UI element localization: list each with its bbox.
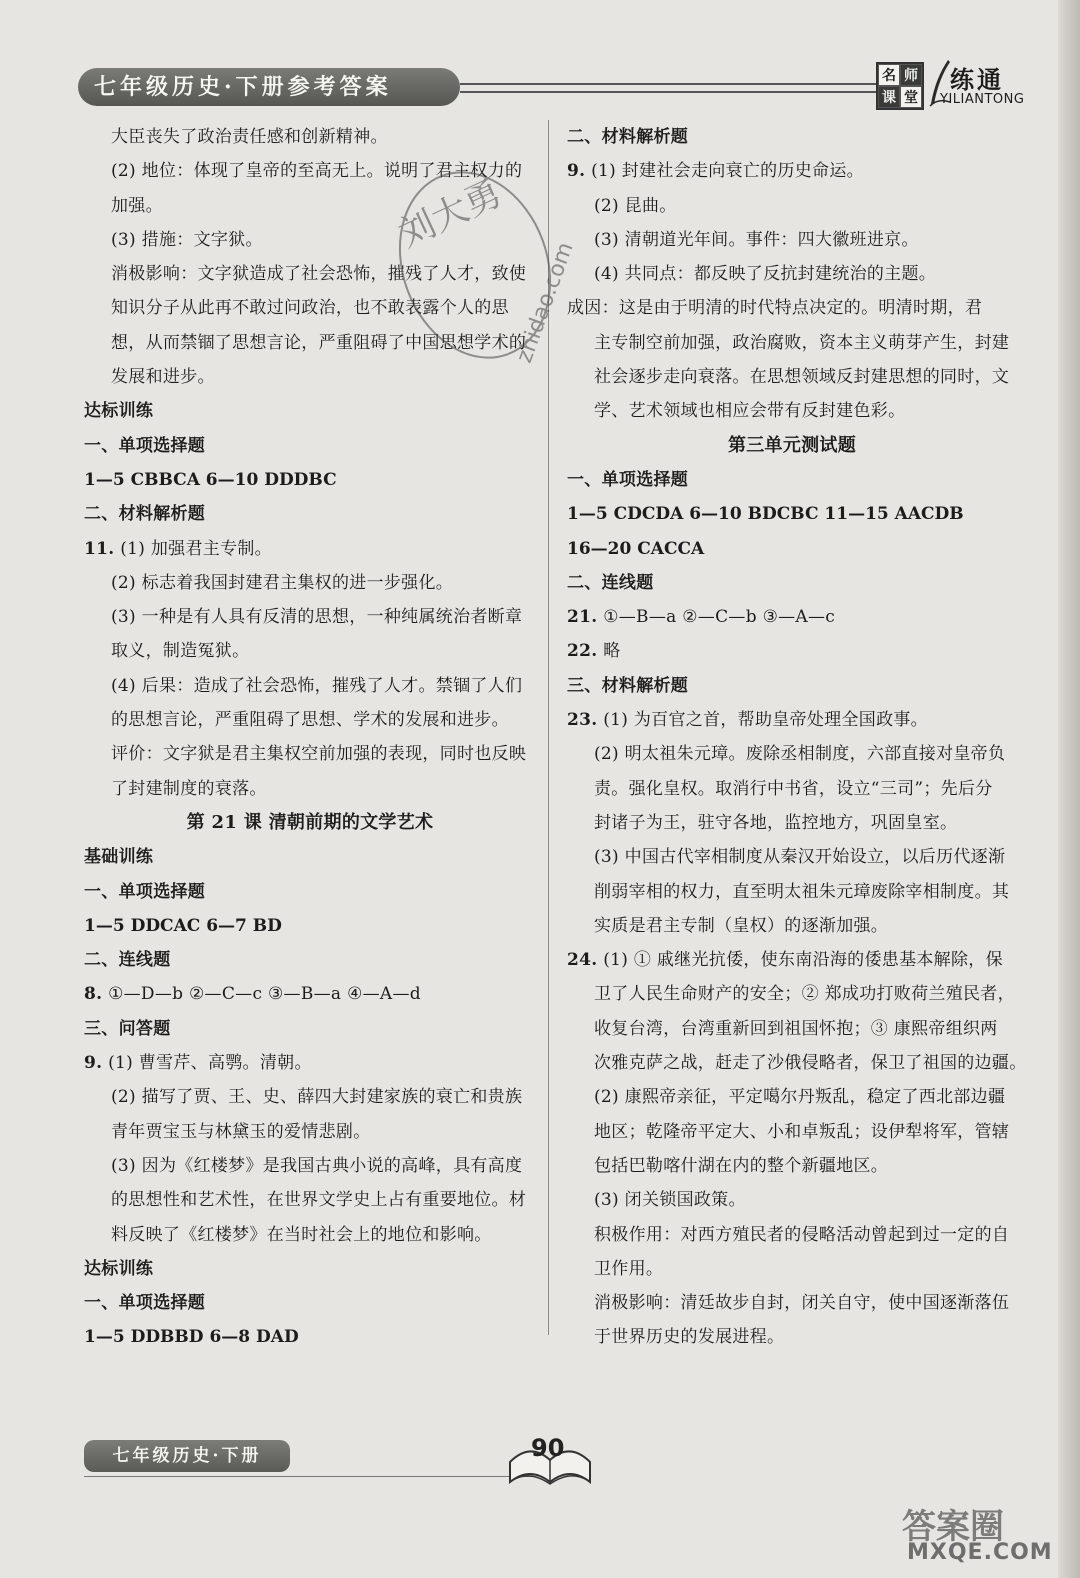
right-text-line [567, 1080, 1017, 1114]
right-text-line [567, 429, 1017, 463]
left-text-line [84, 394, 536, 428]
line-text: 第 21 课 清朝前期的文学艺术 [186, 811, 434, 833]
line-text: 消极影响：文字狱造成了社会恐怖，摧残了人才，致使 [111, 264, 527, 285]
line-text: 一、单项选择题 [84, 1293, 206, 1314]
left-text-line [84, 1252, 536, 1286]
line-text: 积极作用：对西方殖民者的侵略活动曾起到过一定的自 [594, 1224, 1010, 1245]
line-text: 大臣丧失了政治责任感和创新精神。 [111, 127, 388, 147]
footer-tab: 七年级历史·下册 [84, 1440, 290, 1472]
left-text-line [84, 1320, 536, 1354]
line-text: (3) 清朝道光年间。事件：四大徽班进京。 [594, 229, 919, 250]
right-text-line [567, 189, 1017, 223]
line-text: 三、材料解析题 [567, 675, 689, 696]
right-text-line [567, 840, 1017, 874]
line-text: 三、问答题 [84, 1018, 171, 1039]
right-text-line [567, 1218, 1017, 1252]
line-text: 学、艺术领域也相应会带有反封建色彩。 [594, 401, 906, 422]
brand-name: 练通 [950, 65, 1004, 94]
question-number: 9. [84, 1053, 103, 1074]
left-text-line [84, 875, 536, 909]
stamp-text: 刘大勇 [392, 172, 508, 256]
right-text-line [567, 1183, 1017, 1217]
right-text-line [567, 737, 1017, 771]
line-text: 16—20 CACCA [567, 538, 705, 559]
left-text-line [84, 1046, 536, 1080]
line-text: 卫了人民生命财产的安全；② 郑成功打败荷兰殖民者， [594, 984, 1015, 1005]
left-text-line [84, 669, 536, 703]
line-text: 于世界历史的发展进程。 [594, 1327, 785, 1348]
line-text: 社会逐步走向衰落。在思想领域反封建思想的同时，文 [594, 367, 1010, 388]
left-text-line [84, 840, 536, 874]
right-text-line [567, 943, 1017, 977]
right-text-line [567, 1149, 1017, 1183]
line-text: (3) 一种是有人具有反清的思想，一种纯属统治者断章 [111, 607, 523, 628]
left-text-line [84, 772, 536, 806]
line-text: 收复台湾，台湾重新回到祖国怀抱；③ 康熙帝组织两 [594, 1018, 998, 1039]
right-text-line [567, 257, 1017, 291]
right-text-line [567, 1286, 1017, 1320]
right-text-line [567, 600, 1017, 634]
watermark-cn: 答案圈 [902, 1507, 1004, 1547]
line-text: 一、单项选择题 [84, 435, 206, 456]
right-text-line [567, 1252, 1017, 1286]
line-text: 封诸子为王，驻守各地，监控地方，巩固皇室。 [594, 812, 958, 833]
right-text-line [567, 223, 1017, 257]
line-text: ①—D—b ②—C—c ③—B—a ④—A—d [102, 984, 421, 1005]
left-text-line [84, 1183, 536, 1217]
right-text-line [567, 1046, 1027, 1080]
footer-rule [84, 1476, 534, 1477]
line-text: 责。强化皇权。取消行中书省，设立“三司”；先后分 [594, 778, 993, 799]
line-text: (3) 闭关锁国政策。 [594, 1190, 746, 1211]
right-text-line [567, 875, 1017, 909]
line-text: 主专制空前加强，政治腐败，资本主义萌芽产生，封建 [594, 332, 1010, 353]
right-text-line [567, 1012, 1017, 1046]
left-text-line [84, 1012, 536, 1046]
right-text-line [567, 360, 1017, 394]
left-text-line [84, 943, 536, 977]
left-text-line [84, 1149, 536, 1183]
page-edge-shadow [1058, 0, 1080, 1578]
line-text: 了封建制度的衰落。 [111, 778, 267, 799]
line-text: 实质是君主专制（皇权）的逐渐加强。 [594, 915, 889, 936]
line-text: 略 [597, 641, 621, 662]
header-title: 七年级历史·下册参考答案 [78, 68, 460, 106]
right-text-line [567, 394, 1017, 428]
line-text: (2) 描写了贾、王、史、薛四大封建家族的衰亡和贵族 [111, 1087, 523, 1108]
brand-cell: 师 [900, 64, 922, 86]
question-number: 24. [567, 950, 598, 971]
line-text: 卫作用。 [594, 1258, 664, 1279]
left-text-line [84, 566, 536, 600]
question-number: 22. [567, 641, 598, 662]
stamp-url: zhidao.com [512, 239, 579, 367]
right-text-line [567, 497, 1017, 531]
line-text: (2) 标志着我国封建君主集权的进一步强化。 [111, 572, 454, 593]
brand-logo [876, 62, 924, 110]
right-text-line [567, 120, 1017, 154]
page-number: 90 [531, 1434, 565, 1462]
left-text-line [84, 1286, 536, 1320]
left-text-line [84, 977, 536, 1011]
line-text: 发展和进步。 [111, 367, 215, 388]
line-text: 一、单项选择题 [567, 469, 689, 490]
left-text-line [84, 1080, 536, 1114]
left-text-line [84, 737, 536, 771]
right-text-line [567, 703, 1017, 737]
brand-cell: 名 [878, 64, 900, 86]
site-watermark [892, 1500, 1072, 1578]
line-text: 一、单项选择题 [84, 881, 206, 902]
line-text: 青年贾宝玉与林黛玉的爱情悲剧。 [111, 1121, 371, 1142]
line-text: (1) 加强君主专制。 [114, 538, 272, 559]
line-text: (2) 昆曲。 [594, 195, 677, 216]
brand-cell: 堂 [900, 86, 922, 108]
line-text: (4) 后果：造成了社会恐怖，摧残了人才。禁锢了人们 [111, 675, 523, 696]
right-text-line [567, 977, 1017, 1011]
question-number: 21. [567, 607, 598, 628]
line-text: 基础训练 [84, 847, 154, 868]
line-text: 削弱宰相的权力，直至明太祖朱元璋废除宰相制度。其 [594, 881, 1010, 902]
line-text: 1—5 CDCDA 6—10 BDCBC 11—15 AACDB [567, 504, 964, 525]
left-text-line [84, 1218, 536, 1252]
right-text-line [567, 772, 1017, 806]
right-text-line [567, 1115, 1017, 1149]
right-text-line [567, 566, 1017, 600]
brand-en: YILIANTONG [940, 92, 1025, 107]
line-text: (2) 地位：体现了皇帝的至高无上。说明了君主权力的 [111, 161, 523, 182]
line-text: (1) 封建社会走向衰亡的历史命运。 [585, 161, 864, 182]
line-text: (4) 共同点：都反映了反抗封建统治的主题。 [594, 264, 937, 285]
page-number-badge [505, 1432, 595, 1492]
line-text: 包括巴勒喀什湖在内的整个新疆地区。 [594, 1155, 889, 1176]
line-text: (2) 明太祖朱元璋。废除丞相制度，六部直接对皇帝负 [594, 744, 1006, 765]
right-text-line [567, 291, 1017, 325]
line-text: 消极影响：清廷故步自封，闭关自守，使中国逐渐落伍 [594, 1293, 1010, 1314]
brand-cell: 课 [878, 86, 900, 108]
ink-stamp [380, 150, 580, 390]
line-text: (3) 因为《红楼梦》是我国古典小说的高峰，具有高度 [111, 1155, 523, 1176]
line-text: (2) 康熙帝亲征，平定噶尔丹叛乱，稳定了西北部边疆 [594, 1087, 1006, 1108]
question-number: 11. [84, 538, 115, 559]
line-text: (1) 曹雪芹、高鹗。清朝。 [102, 1053, 312, 1074]
left-text-line [84, 909, 536, 943]
line-text: 评价：文字狱是君主集权空前加强的表现，同时也反映 [111, 744, 527, 765]
line-text: 1—5 DDBBD 6—8 DAD [84, 1327, 299, 1348]
line-text: 地区；乾隆帝平定大、小和卓叛乱；设伊犁将军，管辖 [594, 1121, 1010, 1142]
right-text-line [567, 669, 1017, 703]
right-text-line [567, 634, 1017, 668]
right-text-line [567, 1320, 1017, 1354]
right-text-line [567, 909, 1017, 943]
right-text-line [567, 326, 1017, 360]
right-text-line [567, 154, 1017, 188]
line-text: (1) ① 戚继光抗倭，使东南沿海的倭患基本解除，保 [597, 950, 1003, 971]
line-text: 料反映了《红楼梦》在当时社会上的地位和影响。 [111, 1224, 492, 1245]
line-text: 的思想言论，严重阻碍了思想、学术的发展和进步。 [111, 710, 509, 731]
line-text: 达标训练 [84, 1258, 154, 1279]
line-text: 二、连线题 [567, 572, 654, 593]
left-text-line [84, 532, 536, 566]
line-text: 的思想性和艺术性，在世界文学史上占有重要地位。材 [111, 1190, 527, 1211]
line-text: 二、材料解析题 [567, 127, 689, 147]
line-text: 加强。 [111, 195, 163, 216]
left-text-line [84, 497, 536, 531]
question-number: 9. [567, 161, 586, 182]
line-text: ①—B—a ②—C—b ③—A—c [597, 607, 836, 628]
line-text: 成因：这是由于明清的时代特点决定的。明清时期，君 [567, 298, 983, 319]
question-number: 23. [567, 710, 598, 731]
line-text: 达标训练 [84, 401, 154, 422]
right-text-line [567, 463, 1017, 497]
right-text-line [567, 806, 1017, 840]
line-text: 次雅克萨之战，赶走了沙俄侵略者，保卫了祖国的边疆。 [594, 1053, 1027, 1074]
line-text: 二、连线题 [84, 950, 171, 971]
left-text-line [84, 806, 536, 840]
right-text-line [567, 532, 1017, 566]
line-text: 1—5 DDCAC 6—7 BD [84, 915, 282, 936]
line-text: 想，从而禁锢了思想言论，严重阻碍了中国思想学术的 [111, 332, 527, 353]
left-text-line [84, 463, 536, 497]
left-text-line [84, 429, 536, 463]
left-text-line [84, 1115, 536, 1149]
line-text: 取义，制造冤狱。 [111, 641, 250, 662]
right-column [567, 120, 1027, 1355]
left-text-line [84, 703, 536, 737]
line-text: (3) 中国古代宰相制度从秦汉开始设立，以后历代逐渐 [594, 847, 1006, 868]
left-text-line [84, 634, 536, 668]
header-rule [460, 83, 876, 93]
line-text: 二、材料解析题 [84, 504, 206, 525]
watermark-en: MXQE.COM [907, 1540, 1053, 1565]
line-text: 第三单元测试题 [727, 434, 857, 456]
line-text: 1—5 CBBCA 6—10 DDDBC [84, 469, 337, 490]
line-text: 知识分子从此再不敢过问政治，也不敢表露个人的思 [111, 298, 509, 319]
line-text: (1) 为百官之首，帮助皇帝处理全国政事。 [597, 710, 928, 731]
line-text: (3) 措施：文字狱。 [111, 229, 263, 250]
question-number: 8. [84, 984, 103, 1005]
left-text-line [84, 600, 536, 634]
